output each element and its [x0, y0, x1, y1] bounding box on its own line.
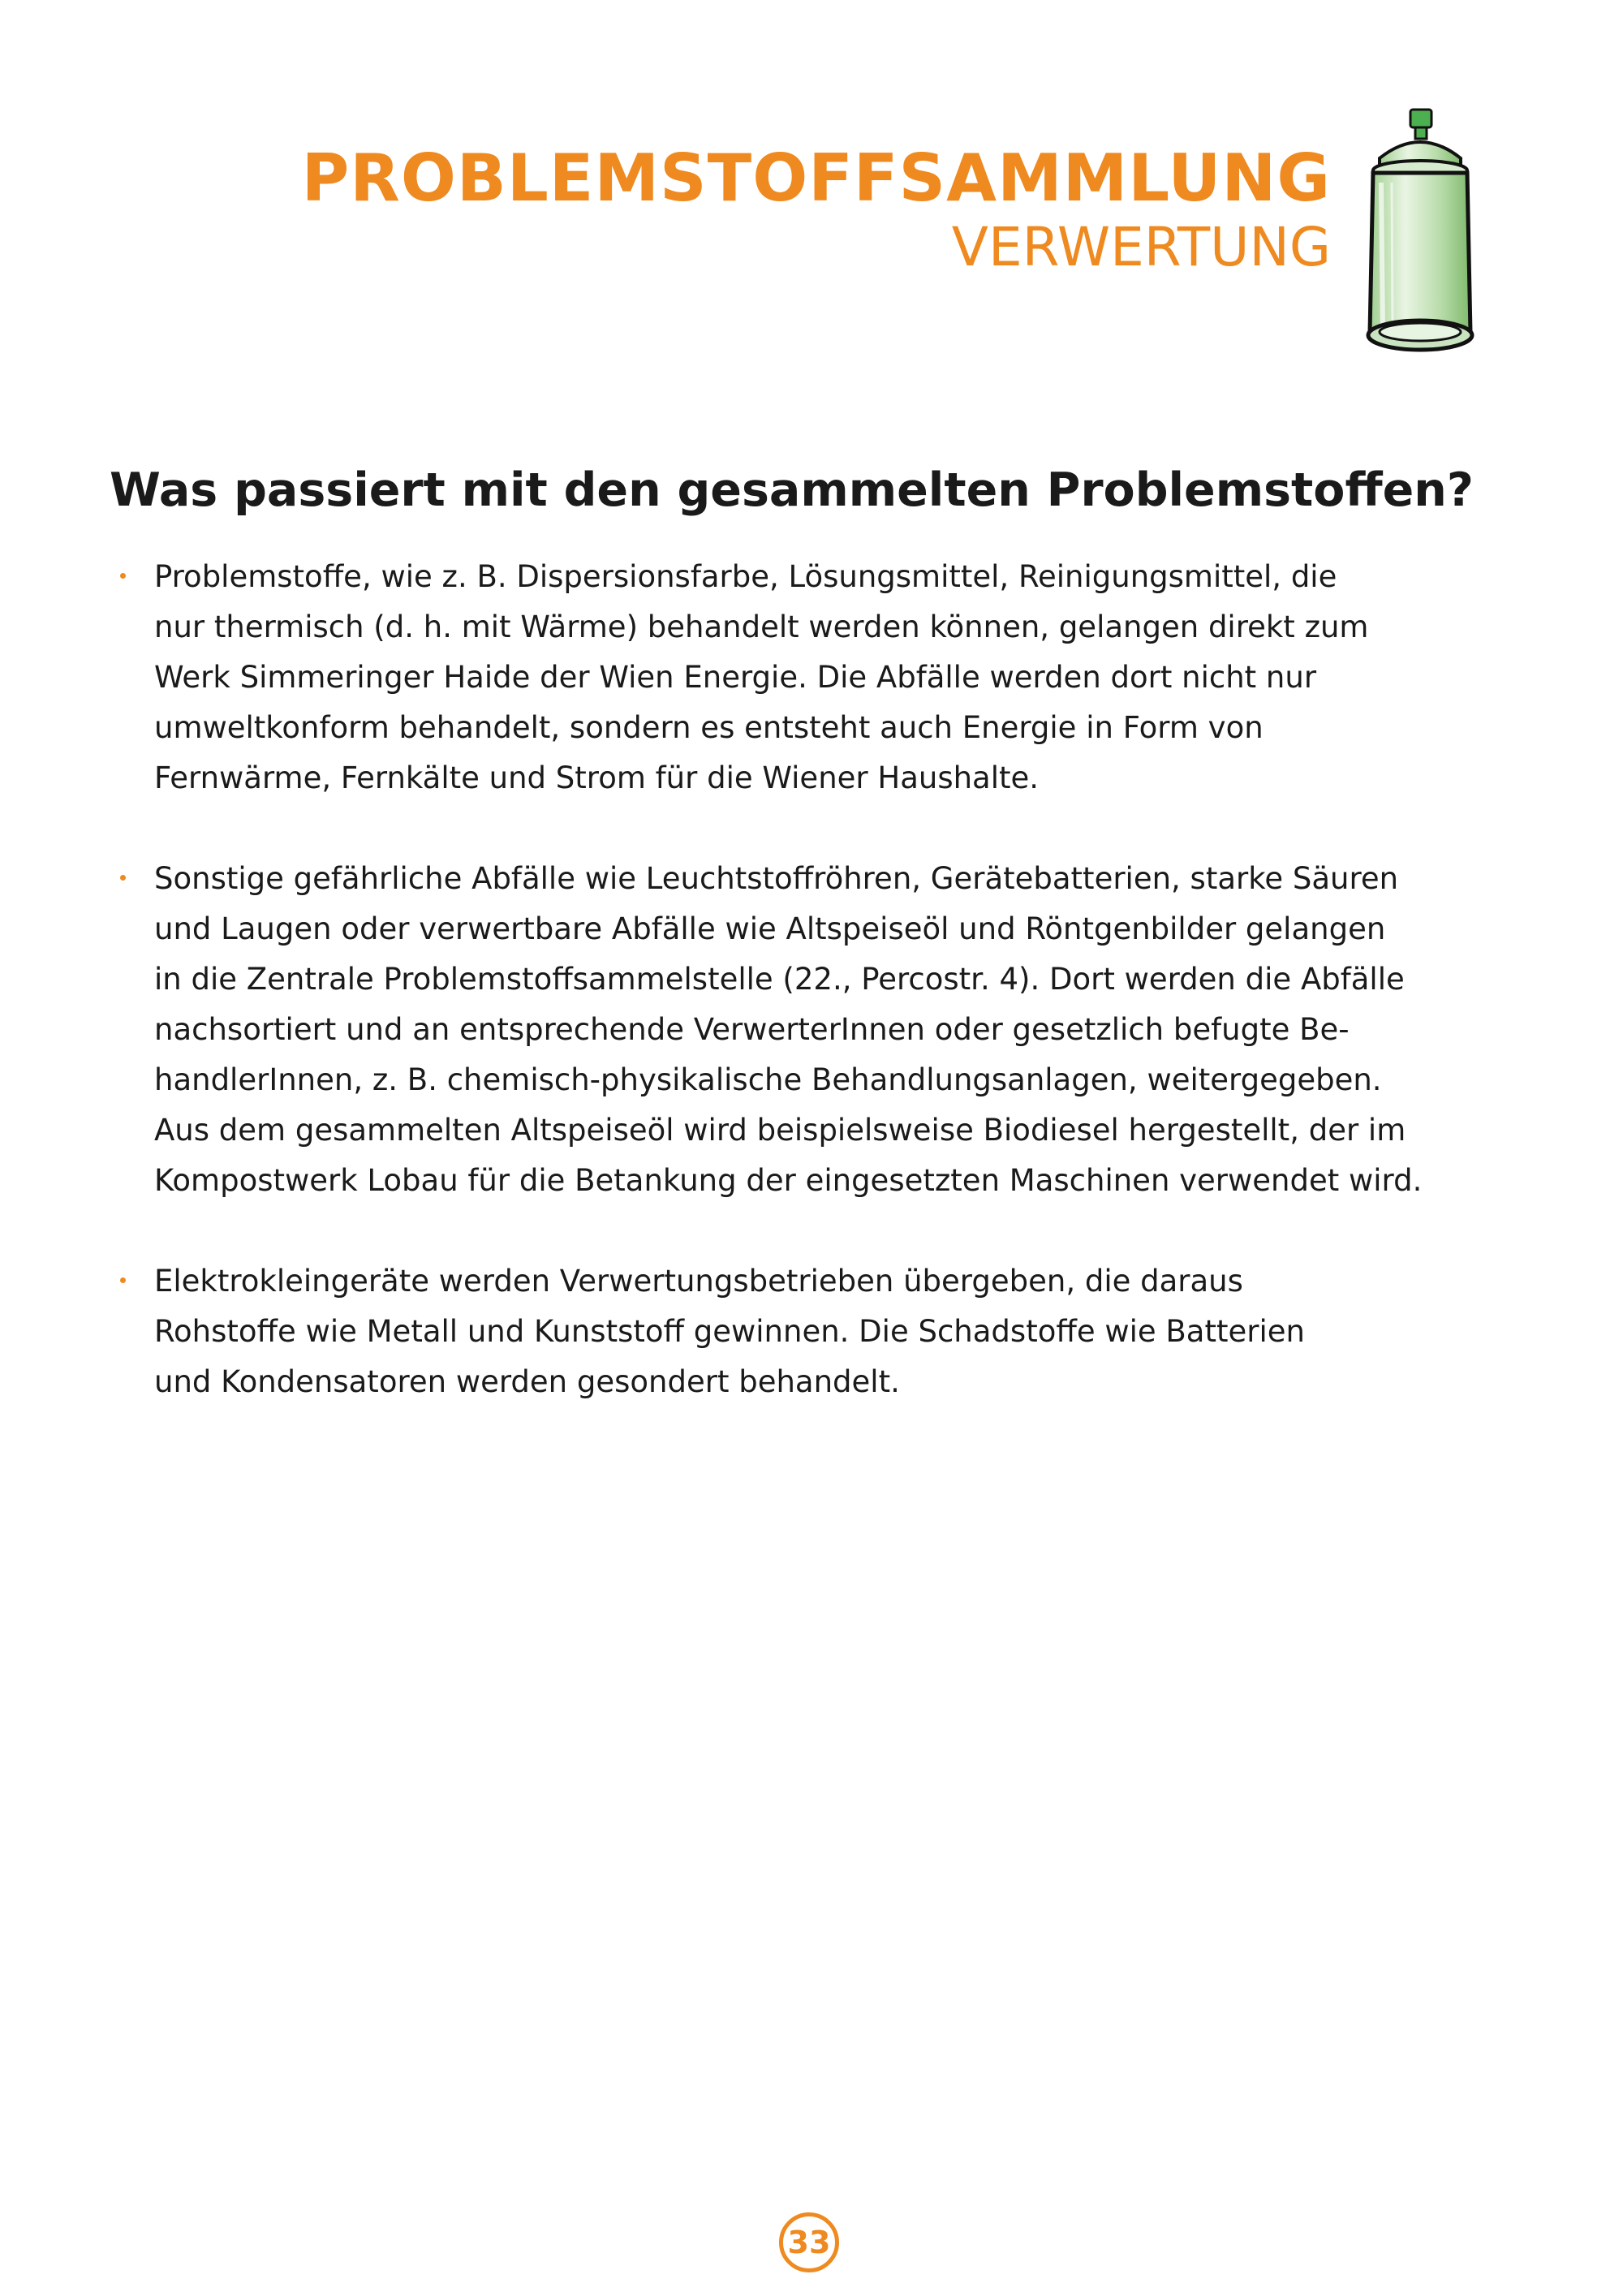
- bullet-item: [112, 1256, 1492, 1407]
- bullet-text-line: Rohstoffe wie Metall und Kunststoff gewinnen. Die Schadstoffe wie Batterien: [154, 1314, 1305, 1349]
- bullet-text-line: nachsortiert und an entsprechende VerwerterInnen oder gesetzlich befugte Be-: [154, 1012, 1350, 1047]
- bullet-item: [112, 552, 1492, 803]
- page-title: PROBLEMSTOFFSAMMLUNG: [301, 140, 1331, 216]
- bullet-text-line: und Kondensatoren werden gesondert behandelt.: [154, 1364, 900, 1399]
- bullet-text-line: Kompostwerk Lobau für die Betankung der eingesetzten Maschinen verwendet wird.: [154, 1163, 1423, 1198]
- bullet-text-line: Problemstoffe, wie z. B. Dispersionsfarbe, Lösungsmittel, Reinigungsmittel, die: [154, 559, 1337, 594]
- bullet-dot-icon: [120, 573, 126, 579]
- bullet-text-line: in die Zentrale Problemstoffsammelstelle (22., Percostr. 4). Dort werden die Abfälle: [154, 962, 1405, 997]
- bullet-text-line: nur thermisch (d. h. mit Wärme) behandelt werden können, gelangen direkt zum: [154, 610, 1369, 644]
- page-subtitle: VERWERTUNG: [951, 216, 1331, 278]
- bullet-text-line: und Laugen oder verwertbare Abfälle wie Altspeiseöl und Röntgenbilder gelangen: [154, 911, 1386, 946]
- bullet-text-line: handlerInnen, z. B. chemisch-physikalische Behandlungsanlagen, weitergegeben.: [154, 1062, 1382, 1097]
- page-header: [301, 140, 1331, 278]
- bullet-text-line: Werk Simmeringer Haide der Wien Energie. Die Abfälle werden dort nicht nur: [154, 660, 1317, 695]
- bullet-list: [112, 552, 1492, 1458]
- bullet-text-line: Elektrokleingeräte werden Verwertungsbetrieben übergeben, die daraus: [154, 1264, 1243, 1299]
- bullet-text-line: Aus dem gesammelten Altspeiseöl wird beispielsweise Biodiesel hergestellt, der im: [154, 1113, 1406, 1148]
- bullet-text-line: Fernwärme, Fernkälte und Strom für die Wiener Haushalte.: [154, 760, 1040, 795]
- page-number: 33: [779, 2212, 839, 2272]
- spray-can-icon: [1347, 101, 1493, 365]
- section-heading: Was passiert mit den gesammelten Problemstoffen?: [110, 463, 1474, 517]
- bullet-text-line: umweltkonform behandelt, sondern es entsteht auch Energie in Form von: [154, 710, 1264, 745]
- bullet-dot-icon: [120, 875, 126, 881]
- bullet-text-line: Sonstige gefährliche Abfälle wie Leuchtstoffröhren, Gerätebatterien, starke Säuren: [154, 861, 1399, 896]
- bullet-item: [112, 854, 1492, 1206]
- bullet-dot-icon: [120, 1277, 126, 1283]
